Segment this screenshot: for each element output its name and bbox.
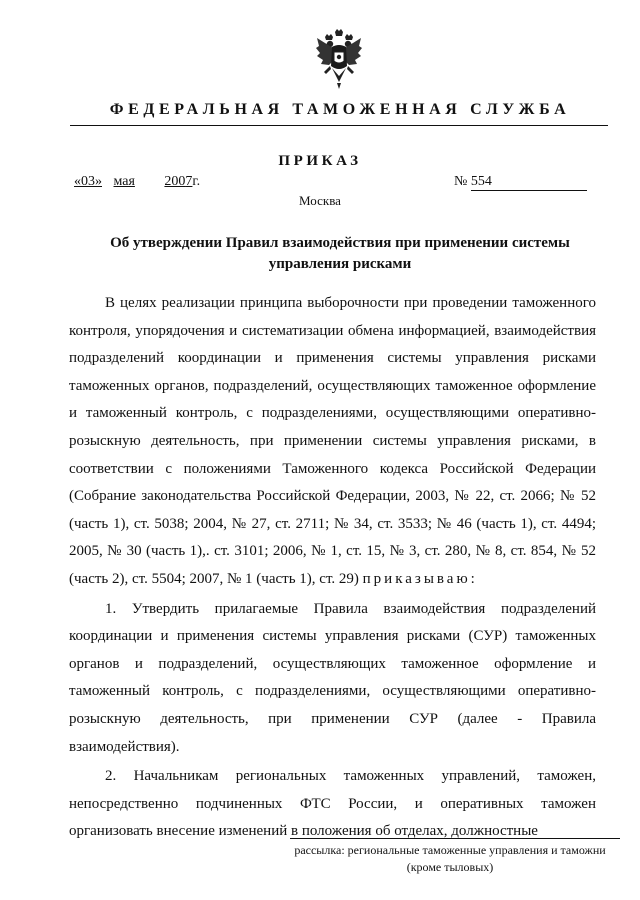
date-day: 03: [81, 174, 95, 189]
order-body: [69, 290, 596, 848]
clause-2: 2. Начальникам региональных таможенных управлений, таможен, непосредственно подчиненных ФТС России, и оперативных таможен организовать внесение изменений в положения об отделах, должностные: [69, 768, 596, 840]
preamble-paragraph: [69, 290, 596, 594]
number-value: 554: [471, 174, 587, 191]
double-headed-eagle-emblem-icon: [314, 28, 364, 90]
city: Москва: [299, 193, 341, 208]
distribution-note: [270, 842, 630, 876]
date-year-suffix: г.: [192, 174, 201, 189]
agency-name: ФЕДЕРАЛЬНАЯ ТАМОЖЕННАЯ СЛУЖБА: [109, 101, 571, 118]
number-label: №: [454, 174, 468, 189]
clause-1: 1. Утвердить прилагаемые Правила взаимодействия подразделений координации и применения системы управления рисками (СУР) таможенных органов и подразделений, осуществляющих таможенное оформление и таможенный контроль, с подразделениями, осуществляющими оперативно-розыскную деятельность, при применении СУР (далее - Правила взаимодействия).: [69, 600, 596, 755]
distribution-line-2: (кроме тыловых): [406, 860, 494, 874]
footer-divider: [290, 838, 620, 839]
date-open-quote: «: [74, 174, 81, 189]
date-month: мая: [113, 174, 135, 189]
date-year-prefix: 200: [164, 174, 186, 189]
order-number: [454, 174, 587, 191]
date-close-quote: »: [95, 174, 102, 189]
date-year-digit: 7: [185, 174, 193, 189]
distribution-line-1: рассылка: региональные таможенные управления и таможни: [294, 843, 606, 857]
order-command: приказываю:: [362, 570, 478, 587]
order-date: [74, 174, 200, 190]
order-subject: Об утверждении Правил взаимодействия при применении системы управления рисками: [110, 235, 570, 272]
header-divider: [70, 125, 608, 126]
preamble-text: В целях реализации принципа выборочности при проведении таможенного контроля, упорядочения и систематизации обмена информацией, взаимодействия подразделений координации и применения системы управления рисками таможенных органов, подразделений, осуществляющих таможенное оформление и таможенный контроль, с подразделениями, осуществляющими оперативно-розыскную деятельность, при применении системы управления рисками, в соответствии с положениями Таможенного кодекса Российской Федерации (Собрание законодательства Российской Федерации, 2003, № 22, ст. 2066; № 52 (часть 1), ст. 5038; 2004, № 27, ст. 2711; № 34, ст. 3533; № 46 (часть 1), ст. 4494; 2005, № 30 (часть 1),. ст. 3101; 2006, № 1, ст. 15, № 3, ст. 280, № 8, ст. 854, № 52 (часть 2), ст. 5504; 2007, № 1 (часть 1), ст. 29): [69, 295, 596, 587]
order-title: ПРИКАЗ: [278, 153, 362, 169]
